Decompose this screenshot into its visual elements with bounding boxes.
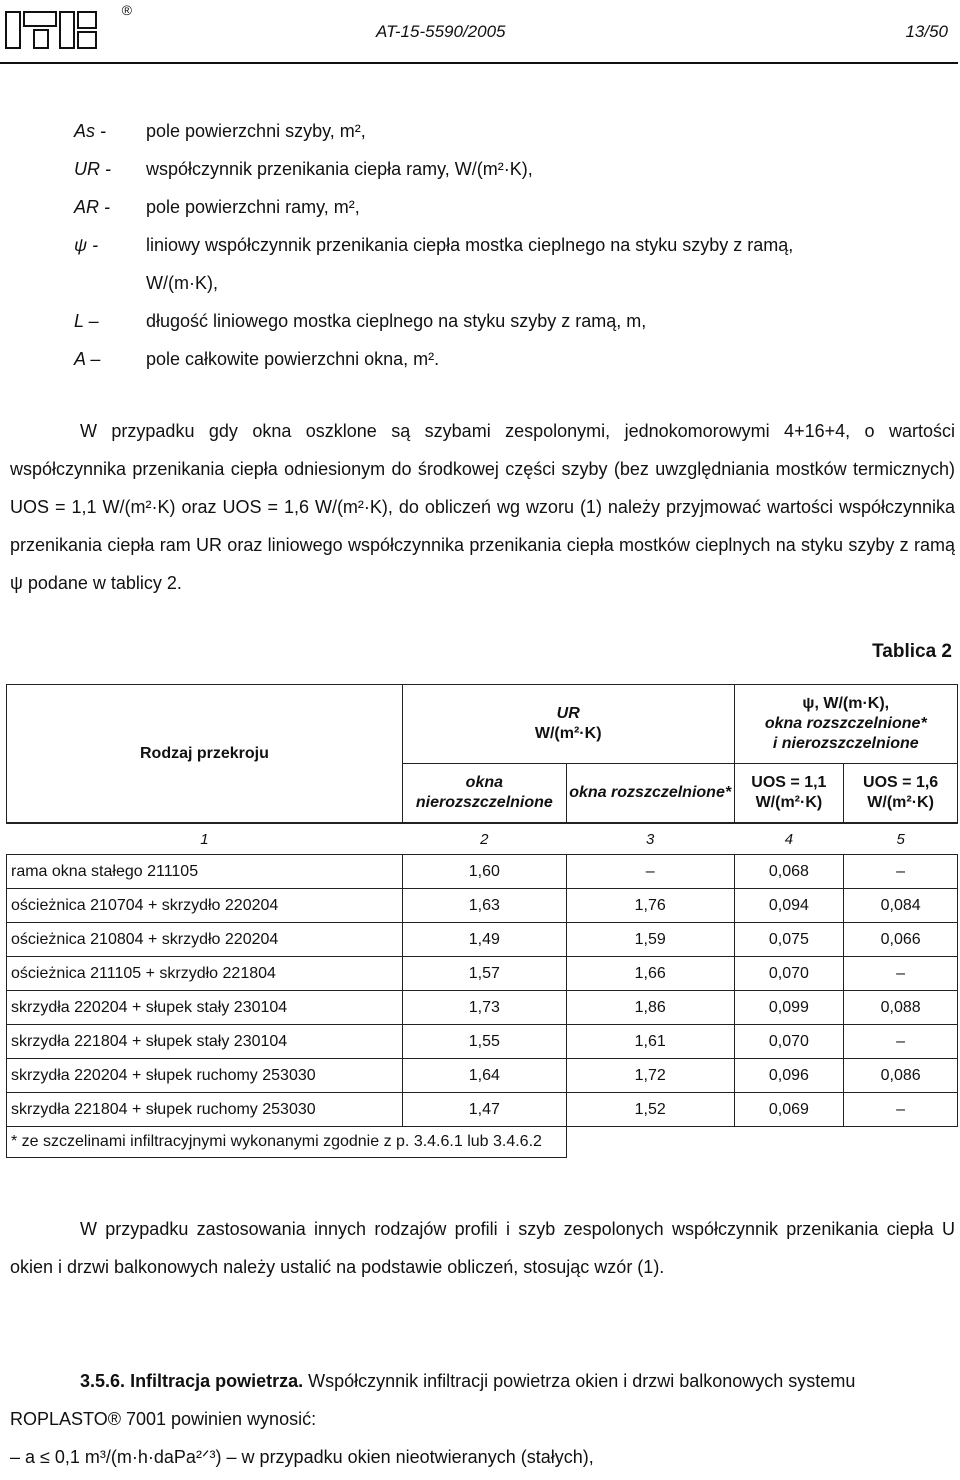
section-text: Współczynnik infiltracji powietrza okien i drzwi balkonowych systemu ROPLASTO® 7001 powinien wynosić:	[10, 1371, 856, 1429]
cell-ur-rozszczelnione: 1,72	[566, 1059, 734, 1093]
subheader-uos-11: UOS = 1,1 W/(m²·K)	[734, 764, 844, 824]
definition-text: liniowy współczynnik przenikania ciepła mostka cieplnego na styku szyby z ramą,	[146, 235, 794, 255]
cell-psi-16: 0,088	[844, 991, 958, 1025]
row-name: skrzydła 220204 + słupek stały 230104	[7, 991, 403, 1025]
cell-ur-nierozszczelnione: 1,47	[402, 1093, 566, 1127]
paragraph-table-intro	[10, 412, 955, 602]
header-psi-line2: okna rozszczelnione*	[764, 715, 927, 732]
cell-psi-16: 0,086	[844, 1059, 958, 1093]
cell-ur-nierozszczelnione: 1,63	[402, 889, 566, 923]
cell-ur-rozszczelnione: –	[566, 855, 734, 889]
row-name: rama okna stałego 211105	[7, 855, 403, 889]
definition-item	[74, 340, 954, 378]
table-row	[7, 1093, 958, 1127]
subheader-rozszczelnione: okna rozszczelnione*	[566, 764, 734, 824]
table-footnote-row	[7, 1127, 958, 1158]
cell-ur-nierozszczelnione: 1,64	[402, 1059, 566, 1093]
cell-ur-rozszczelnione: 1,59	[566, 923, 734, 957]
definition-symbol: A –	[74, 349, 101, 369]
paragraph-other-profiles	[10, 1210, 955, 1286]
row-name: skrzydła 221804 + słupek stały 230104	[7, 1025, 403, 1059]
cell-psi-16: –	[844, 957, 958, 991]
header-psi	[734, 685, 957, 764]
footnote-spacer	[566, 1127, 957, 1158]
cell-psi-11: 0,099	[734, 991, 844, 1025]
row-name: skrzydła 220204 + słupek ruchomy 253030	[7, 1059, 403, 1093]
definition-item	[74, 226, 954, 264]
definition-item	[74, 150, 954, 188]
definition-item	[74, 112, 954, 150]
definitions-list	[74, 112, 954, 378]
cell-psi-11: 0,070	[734, 1025, 844, 1059]
cell-psi-16: –	[844, 855, 958, 889]
itb-logo	[4, 2, 132, 52]
cell-psi-16: 0,084	[844, 889, 958, 923]
column-number: 4	[734, 823, 844, 855]
header-ur-symbol: UR	[556, 705, 580, 722]
row-name: ościeżnica 210704 + skrzydło 220204	[7, 889, 403, 923]
table-row	[7, 957, 958, 991]
cell-psi-16: 0,066	[844, 923, 958, 957]
paragraph-text: W przypadku zastosowania innych rodzajów profili i szyb zespolonych współczynnik przenikania ciepła U okien i drzwi balkonowych należy ustalić na podstawie obliczeń, stosując wzór (1).	[10, 1219, 955, 1277]
cell-ur-nierozszczelnione: 1,57	[402, 957, 566, 991]
cell-ur-nierozszczelnione: 1,55	[402, 1025, 566, 1059]
thermal-table	[6, 684, 958, 1158]
cell-psi-11: 0,069	[734, 1093, 844, 1127]
cell-ur-rozszczelnione: 1,66	[566, 957, 734, 991]
definition-text: współczynnik przenikania ciepła ramy, W/(m²·K),	[146, 159, 533, 179]
table-row	[7, 1059, 958, 1093]
subheader-nierozszczelnione: okna nierozszczelnione	[402, 764, 566, 824]
cell-psi-11: 0,094	[734, 889, 844, 923]
column-number: 3	[566, 823, 734, 855]
table-row	[7, 855, 958, 889]
row-name: ościeżnica 210804 + skrzydło 220204	[7, 923, 403, 957]
table-row	[7, 923, 958, 957]
header-section-type: Rodzaj przekroju	[7, 685, 403, 824]
table-row	[7, 991, 958, 1025]
definition-item	[74, 264, 954, 302]
cell-psi-11: 0,068	[734, 855, 844, 889]
section-heading: Infiltracja powietrza.	[130, 1371, 304, 1391]
definition-text: W/(m·K),	[146, 273, 218, 293]
registered-mark: ®	[121, 2, 132, 18]
header-psi-line3: i nierozszczelnione	[772, 735, 919, 752]
table-footnote: * ze szczelinami infiltracyjnymi wykonanymi zgodnie z p. 3.4.6.1 lub 3.4.6.2	[7, 1127, 567, 1158]
definition-text: pole powierzchni ramy, m²,	[146, 197, 360, 217]
definition-item	[74, 188, 954, 226]
cell-psi-16: –	[844, 1025, 958, 1059]
table-title: Tablica 2	[872, 641, 952, 662]
definition-text: długość liniowego mostka cieplnego na styku szyby z ramą, m,	[146, 311, 647, 331]
page-header	[0, 0, 960, 60]
cell-ur-nierozszczelnione: 1,49	[402, 923, 566, 957]
cell-ur-rozszczelnione: 1,52	[566, 1093, 734, 1127]
bullet-item: – a ≤ 0,1 m³/(m·h·daPa²ᐟ³) – w przypadku okien nieotwieranych (stałych),	[10, 1447, 594, 1467]
header-rule	[0, 62, 958, 64]
definition-text: pole całkowite powierzchni okna, m².	[146, 349, 440, 369]
definition-symbol: UR -	[74, 159, 111, 179]
definition-symbol: ψ -	[74, 235, 99, 255]
cell-ur-nierozszczelnione: 1,60	[402, 855, 566, 889]
column-number: 5	[844, 823, 958, 855]
cell-ur-rozszczelnione: 1,86	[566, 991, 734, 1025]
header-psi-line1: ψ, W/(m·K),	[802, 695, 890, 712]
table-row	[7, 889, 958, 923]
paragraph-text: W przypadku gdy okna oszklone są szybami zespolonymi, jednokomorowymi 4+16+4, o wartości współczynnika przenikania ciepła odniesionym do środkowej części szyby (bez uwzględniania mostków termicznych) UOS = 1,1 W/(m²·K) oraz UOS = 1,6 W/(m²·K), do obliczeń wg wzoru (1) należy przyjmować wartości współczynnika przenikania ciepła ram UR oraz liniowego współczynnika przenikania ciepła mostków cieplnych na styku szyby z ramą ψ podane w tablicy 2.	[10, 421, 955, 593]
page-number: 13/50	[905, 22, 948, 41]
definition-symbol: L –	[74, 311, 99, 331]
definition-text: pole powierzchni szyby, m²,	[146, 121, 366, 141]
definition-symbol: AR -	[74, 197, 110, 217]
column-number: 2	[402, 823, 566, 855]
row-name: ościeżnica 211105 + skrzydło 221804	[7, 957, 403, 991]
section-infiltration	[10, 1362, 955, 1438]
cell-ur-nierozszczelnione: 1,73	[402, 991, 566, 1025]
row-name: skrzydła 221804 + słupek ruchomy 253030	[7, 1093, 403, 1127]
column-number-row	[7, 823, 958, 855]
document-number: AT-15-5590/2005	[376, 22, 506, 41]
header-ur-unit: W/(m²·K)	[534, 725, 602, 742]
subheader-uos-16: UOS = 1,6 W/(m²·K)	[844, 764, 958, 824]
header-ur	[402, 685, 734, 764]
cell-ur-rozszczelnione: 1,61	[566, 1025, 734, 1059]
definition-symbol: As -	[74, 121, 107, 141]
table-row	[7, 1025, 958, 1059]
column-number: 1	[7, 823, 403, 855]
section-number: 3.5.6.	[80, 1371, 126, 1391]
cell-psi-11: 0,070	[734, 957, 844, 991]
definition-item	[74, 302, 954, 340]
cell-psi-11: 0,075	[734, 923, 844, 957]
cell-ur-rozszczelnione: 1,76	[566, 889, 734, 923]
cell-psi-16: –	[844, 1093, 958, 1127]
cell-psi-11: 0,096	[734, 1059, 844, 1093]
